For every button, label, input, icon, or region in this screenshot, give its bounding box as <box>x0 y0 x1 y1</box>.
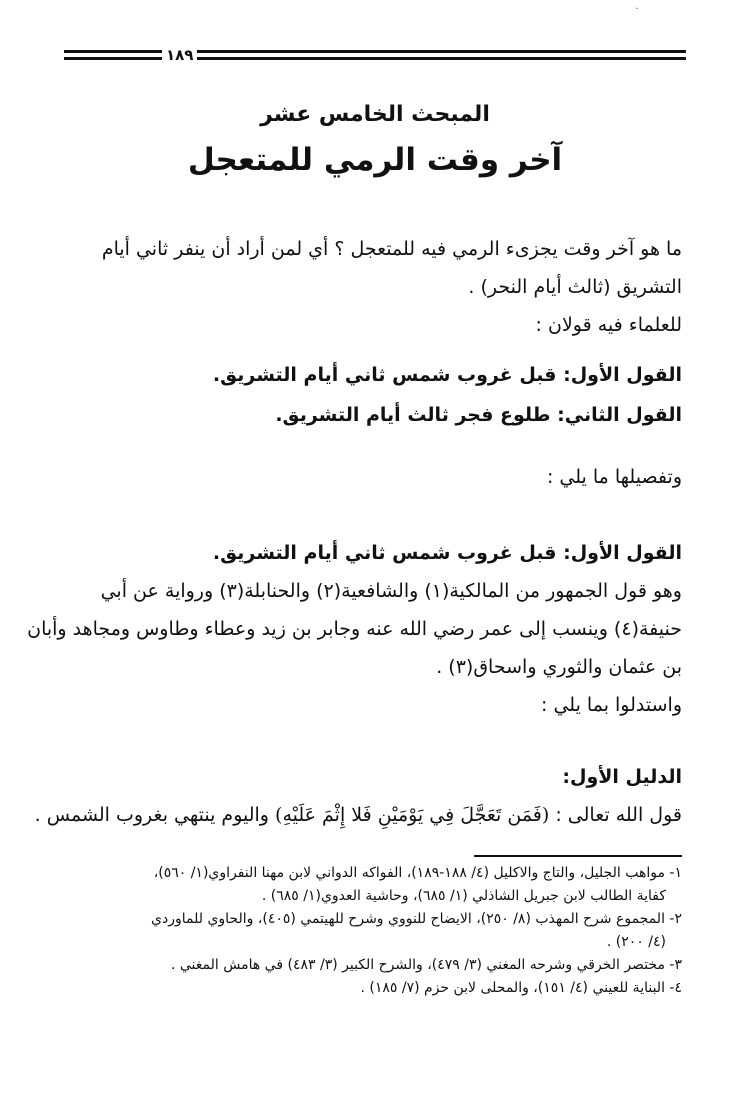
footnote-divider <box>474 855 682 857</box>
intro-line-2: التشريق (ثالث أيام النحر) . <box>468 276 682 298</box>
corner-mark: ˙ <box>634 6 640 20</box>
evidence-suffix: واليوم ينتهي بغروب الشمس . <box>34 804 276 826</box>
footnote-2-line-2: (٤/ ٢٠٠) . <box>606 934 666 950</box>
header-rule-top <box>64 50 686 53</box>
discussion-line-4: واستدلوا بما يلي : <box>541 694 682 716</box>
footnote-4: ٤- البناية للعيني (٤/ ١٥١)، والمحلى لابن حزم (٧/ ١٨٥) . <box>360 980 682 996</box>
quran-verse: (فَمَن تَعَجَّلَ فِي يَوْمَيْنِ فَلا إِثْمَ عَلَيْهِ) <box>275 804 550 826</box>
details-intro-line: وتفصيلها ما يلي : <box>546 466 682 488</box>
page-header <box>64 46 686 64</box>
details-intro <box>66 458 682 496</box>
page-number: ١٨٩ <box>162 45 197 65</box>
section-title: آخر وقت الرمي للمتعجل <box>187 142 563 178</box>
discussion-paragraph <box>27 572 682 724</box>
footnote-3: ٣- مختصر الخرقي وشرحه المغني (٣/ ٤٧٩)، والشرح الكبير (٣/ ٤٨٣) في هامش المغني . <box>170 957 682 973</box>
first-saying: القول الأول: قبل غروب شمس ثاني أيام التشريق. <box>212 364 682 386</box>
discussion-line-3: بن عثمان والثوري واسحاق(٣) . <box>436 656 682 678</box>
footnotes <box>66 862 682 1000</box>
footnote-2-line-1: ٢- المجموع شرح المهذب (٨/ ٢٥٠)، الايضاح للنووي وشرح للهيتمي (٤٠٥)، والحاوي للماوردي <box>151 911 682 927</box>
intro-paragraph <box>66 230 682 344</box>
evidence-paragraph <box>34 796 682 834</box>
intro-line-3: للعلماء فيه قولان : <box>535 314 682 336</box>
evidence-label: الدليل الأول: <box>562 766 682 788</box>
first-saying-heading: القول الأول: قبل غروب شمس ثاني أيام التشريق. <box>212 542 682 564</box>
header-rule-bottom <box>64 57 686 60</box>
discussion-line-1: وهو قول الجمهور من المالكية(١) والشافعية(٢) والحنابلة(٣) ورواية عن أبي <box>100 580 682 602</box>
section-heading: المبحث الخامس عشر <box>260 102 490 127</box>
intro-line-1: ما هو آخر وقت يجزىء الرمي فيه للمتعجل ؟ أي لمن أراد أن ينفر ثاني أيام <box>101 238 682 260</box>
evidence-prefix: قول الله تعالى : <box>549 804 682 826</box>
discussion-line-2: حنيفة(٤) وينسب إلى عمر رضي الله عنه وجابر بن زيد وعطاء وطاوس ومجاهد وأبان <box>27 618 682 640</box>
second-saying: القول الثاني: طلوع فجر ثالث أيام التشريق. <box>275 404 682 426</box>
evidence-line <box>34 796 682 834</box>
footnote-1-line-2: كفاية الطالب لابن جبريل الشاذلي (١/ ٦٨٥)، وحاشية العدوي(١/ ٦٨٥) . <box>261 888 666 904</box>
footnote-1-line-1: ١- مواهب الجليل، والتاج والاكليل (٤/ ١٨٨-١٨٩)، الفواكه الدواني لابن مهنا النفراوي(١/ ٥٦٠)، <box>153 865 682 881</box>
